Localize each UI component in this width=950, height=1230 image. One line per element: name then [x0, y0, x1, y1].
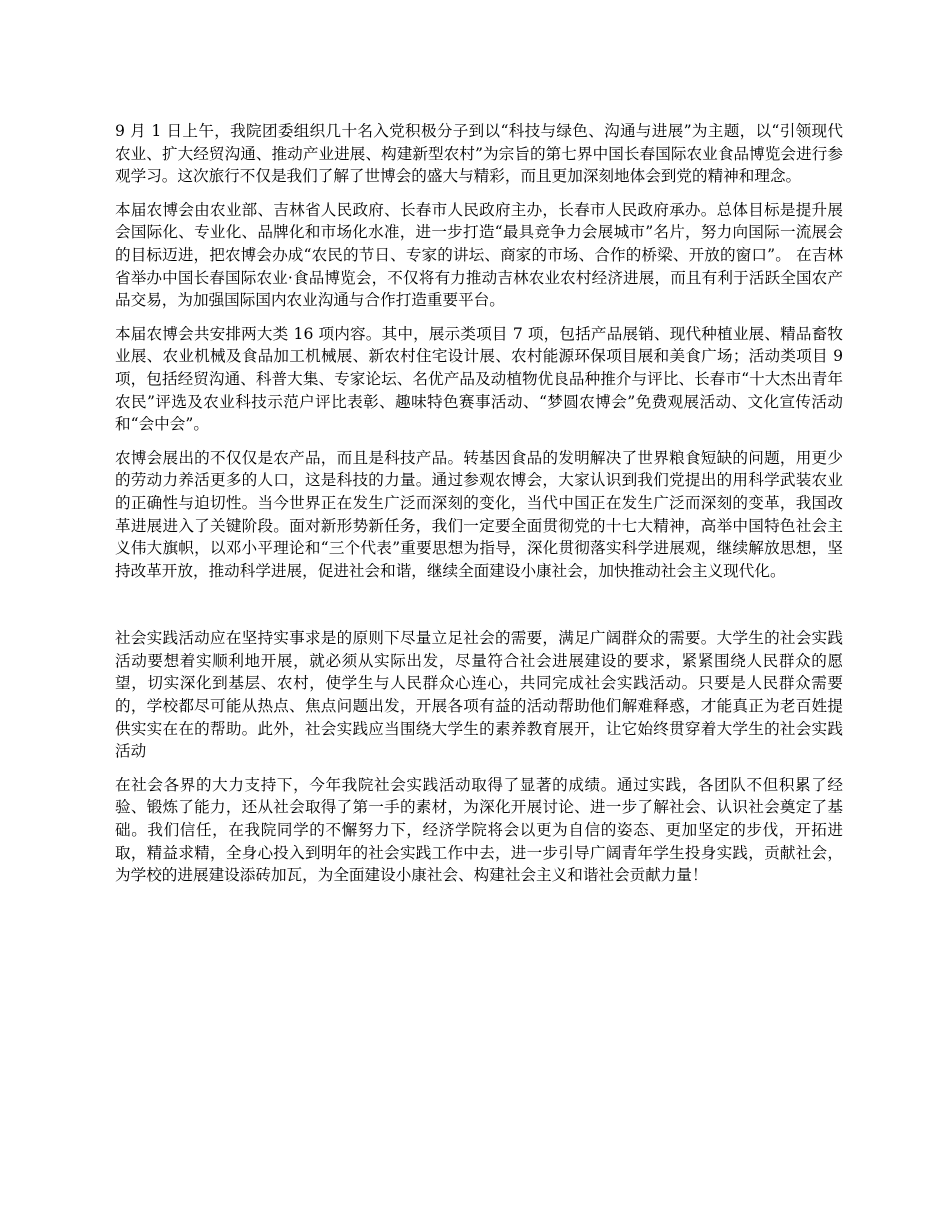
paragraph-technology-reflection: 农博会展出的不仅仅是农产品，而且是科技产品。转基因食品的发明解决了世界粮食短缺的问题，用更少的劳动力养活更多的人口，这是科技的力量。通过参观农博会，大家认识到我们党提出的用科学武装农业的正确性与迫切性。当今世界正在发生广泛而深刻的变化，当代中国正在发生广泛而深刻的变革，我国改革进展进入了关键阶段。面对新形势新任务，我们一定要全面贯彻党的十七大精神，高举中国特色社会主义伟大旗帜，以邓小平理论和“三个代表”重要思想为指导，深化贯彻落实科学进展观，继续解放思想，坚持改革开放，推动科学进展，促进社会和谐，继续全面建设小康社会，加快推动社会主义现代化。 — [115, 448, 843, 580]
document-body — [115, 120, 843, 898]
paragraph-expo-organizers: 本届农博会由农业部、吉林省人民政府、长春市人民政府主办，长春市人民政府承办。总体目标是提升展会国际化、专业化、品牌化和市场化水准，进一步打造“最具竞争力会展城市”名片，努力向国际一流展会的目标迈进，把农博会办成“农民的节日、专家的讲坛、商家的市场、合作的桥梁、开放的窗口”。 在吉林省举办中国长春国际农业·食品博览会，不仅将有力推动吉林农业农村经济进展，而且有利于活跃全国农产品交易，为加强国际国内农业沟通与合作打造重要平台。 — [115, 200, 843, 310]
paragraph-conclusion: 在社会各界的大力支持下，今年我院社会实践活动取得了显著的成绩。通过实践，各团队不但积累了经验、锻炼了能力，还从社会取得了第一手的素材，为深化开展讨论、进一步了解社会、认识社会奠定了基础。我们信任，在我院同学的不懈努力下，经济学院将会以更为自信的姿态、更加坚定的步伐，开拓进取，精益求精，全身心投入到明年的社会实践工作中去，进一步引导广阔青年学生投身实践，贡献社会，为学校的进展建设添砖加瓦，为全面建设小康社会、构建社会主义和谐社会贡献力量！ — [115, 775, 843, 885]
paragraph-visit-intro: 9 月 1 日上午，我院团委组织几十名入党积极分子到以“科技与绿色、沟通与进展”为主题，以“引领现代农业、扩大经贸沟通、推动产业进展、构建新型农村”为宗旨的第七界中国长春国际农业食品博览会进行参观学习。这次旅行不仅是我们了解了世博会的盛大与精彩，而且更加深刻地体会到党的精神和理念。 — [115, 122, 843, 186]
paragraph-expo-contents: 本届农博会共安排两大类 16 项内容。其中，展示类项目 7 项，包括产品展销、现代种植业展、精品畜牧业展、农业机械及食品加工机械展、新农村住宅设计展、农村能源环保项目展和美食广场；活动类项目 9 项，包括经贸沟通、科普大集、专家论坛、名优产品及动植物优良品种推介与评比、长春市“十大杰出青年农民”评选及农业科技示范户评比表彰、趣味特色赛事活动、“梦圆农博会”免费观展活动、文化宣传活动和“会中会”。 — [115, 324, 843, 434]
paragraph-social-practice: 社会实践活动应在坚持实事求是的原则下尽量立足社会的需要，满足广阔群众的需要。大学生的社会实践活动要想着实顺利地开展，就必须从实际出发，尽量符合社会进展建设的要求，紧紧围绕人民群众的愿望，切实深化到基层、农村，使学生与人民群众心连心，共同完成社会实践活动。只要是人民群众需要的，学校都尽可能从热点、焦点问题出发，开展各项有益的活动帮助他们解难释惑，才能真正为老百姓提供实实在在的帮助。此外，社会实践应当围绕大学生的素养教育展开，让它始终贯穿着大学生的社会实践活动 — [115, 629, 843, 761]
section-gap — [115, 593, 843, 627]
